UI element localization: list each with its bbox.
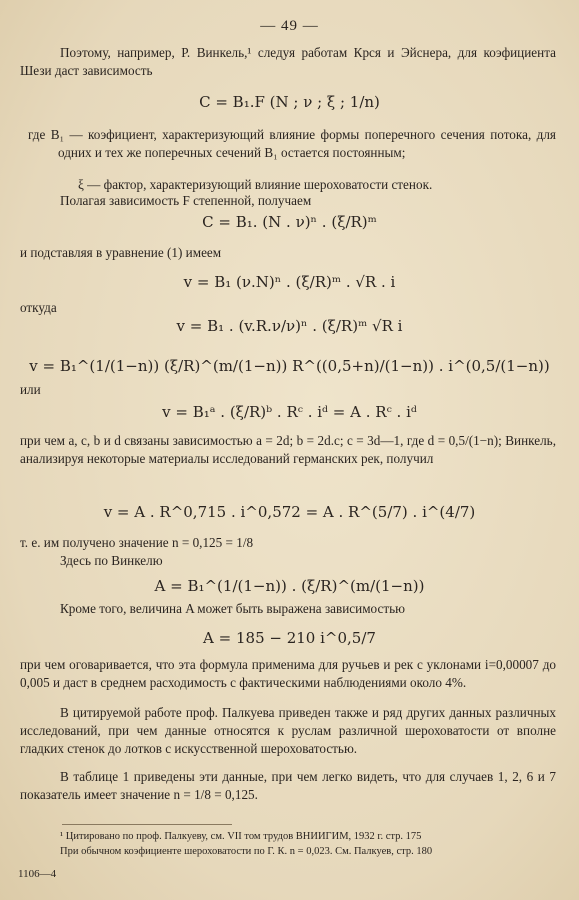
formula-2: C = B₁. (N . ν)ⁿ . (ξ/R)ᵐ	[202, 213, 377, 231]
formula-9: A = 185 − 210 i^0,5/7	[203, 629, 376, 647]
paragraph-7: т. е. им получено значение n = 0,125 = 1/8	[20, 535, 254, 550]
formula-6: v = B₁ᵃ . (ξ/R)ᵇ . Rᶜ . iᵈ = A . Rᶜ . iᵈ	[162, 403, 417, 421]
formula-7: v = A . R^0,715 . i^0,572 = A . R^(5/7) . i^(4/7)	[103, 503, 476, 521]
footnote-1: ¹ Цитировано по проф. Палкуеву, см. VII том трудов ВНИИГИМ, 1932 г. стр. 175	[60, 831, 422, 842]
paragraph-11: В цитируемой работе проф. Палкуева приведен также и ряд других данных различных исследований, при чем данные относятся к руслам различной шероховатости от вполне гладких стенок до лотков с искусственной шероховатостью.	[20, 705, 556, 756]
footnote-divider	[62, 824, 232, 825]
formula-4: v = B₁ . (v.R.ν/ν)ⁿ . (ξ/R)ᵐ √R i	[176, 317, 403, 335]
paragraph-5: и подставляя в уравнение (1) имеем	[20, 245, 222, 260]
label-ili: или	[20, 382, 41, 397]
formula-5: v = B₁^(1/(1−n)) (ξ/R)^(m/(1−n)) R^((0,5+n)/(1−n)) . i^(0,5/(1−n))	[29, 357, 550, 375]
footnote-2: При обычном коэфициенте шероховатости по Г. К. n = 0,023. См. Палкуев, стр. 180	[60, 846, 433, 857]
paragraph-2: где B₁ — коэфициент, характеризующий влияние формы поперечного сечения потока, для одних и тех же поперечных сечений B₁ остается постоянным;	[28, 127, 556, 160]
paragraph-10: при чем оговаривается, что эта формула применима для ручьев и рек с уклонами i=0,00007 до 0,005 и даст в среднем расходимость с фактическими наблюдениями около 4%.	[20, 657, 556, 690]
paragraph-3: ξ — фактор, характеризующий влияние шероховатости стенок.	[78, 177, 433, 192]
paragraph-12: В таблице 1 приведены эти данные, при чем легко видеть, что для случаев 1, 2, 6 и 7 показатель имеет значение n = 1/8 = 0,125.	[20, 769, 556, 802]
label-otkuda: откуда	[20, 300, 57, 315]
paragraph-8: Здесь по Винкелю	[60, 553, 163, 568]
formula-8: A = B₁^(1/(1−n)) . (ξ/R)^(m/(1−n))	[154, 577, 425, 595]
paragraph-9: Кроме того, величина A может быть выражена зависимостью	[60, 601, 405, 616]
formula-3: v = B₁ (ν.N)ⁿ . (ξ/R)ᵐ . √R . i	[183, 273, 396, 291]
page-number: — 49 —	[260, 18, 319, 34]
formula-1: C = B₁.F (N ; ν ; ξ ; 1/n)	[199, 93, 380, 111]
paragraph-1: Поэтому, например, Р. Винкель,¹ следуя работам Крся и Эйснера, для коэфициента Шези даст зависимость	[20, 45, 556, 78]
printer-signature: 1106—4	[18, 868, 57, 880]
paragraph-4: Полагая зависимость F степенной, получаем	[60, 193, 312, 208]
paragraph-6: при чем a, c, b и d связаны зависимостью a = 2d; b = 2d.c; c = 3d—1, где d = 0,5/(1−n); Винкель, анализируя некоторые материалы исследований германских рек, получил	[20, 433, 556, 466]
